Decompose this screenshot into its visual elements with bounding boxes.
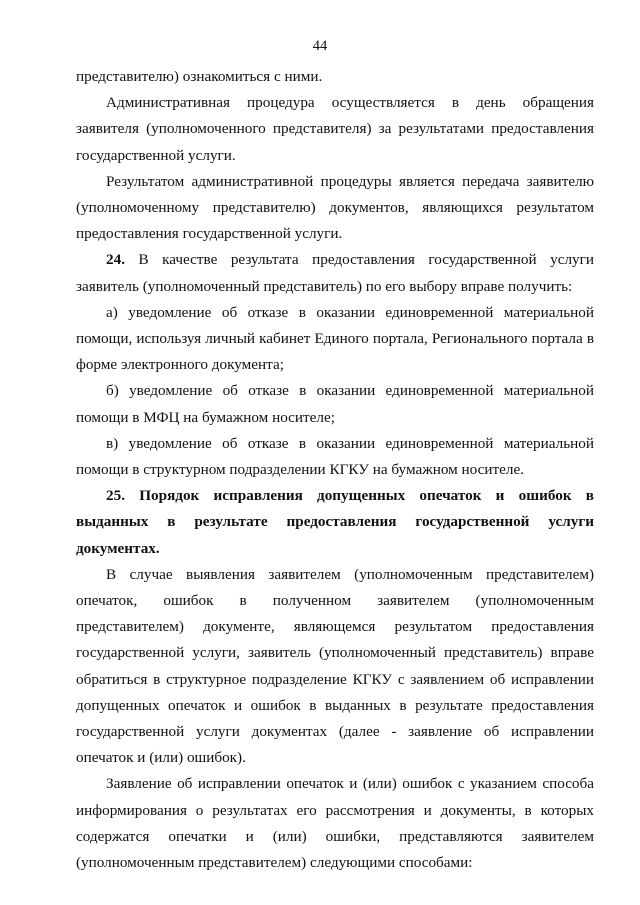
- list-item-v: в) уведомление об отказе в оказании единовременной материальной помощи в структурном подразделении КГКУ на бумажном носителе.: [76, 434, 594, 479]
- paragraph-24-text: В качестве результата предоставления государственной услуги заявитель (уполномоченный представитель) по его выбору вправе получить:: [76, 251, 595, 295]
- paragraph-procedure-result: Результатом административной процедуры является передача заявителю (уполномоченному представителю) документов, являющихся результатом предоставления государственной услуги.: [76, 172, 594, 243]
- document-body: [76, 64, 594, 876]
- paragraph-procedure-day: Административная процедура осуществляется в день обращения заявителя (уполномоченного представителя) за результатами предоставления государственной услуги.: [76, 94, 594, 164]
- list-item-a: а) уведомление об отказе в оказании единовременной материальной помощи, используя личный кабинет Единого портала, Регионального портала в форме электронного документа;: [76, 303, 594, 374]
- paragraph-errors-detected: В случае выявления заявителем (уполномоченным представителем) опечаток, ошибок в полученном заявителем (уполномоченным представителем) документе, являющемся результатом предоставления государственной услуги, заявитель (уполномоченный представитель) вправе обратиться в структурное подразделение КГКУ с заявлением об исправлении допущенных опечаток и ошибок в выданных в результате предоставления государственной услуги документах (далее - заявление об исправлении опечаток и (или) ошибок).: [76, 565, 594, 767]
- clause-number-24: 24.: [106, 251, 125, 269]
- section-heading-25: 25. Порядок исправления допущенных опечаток и ошибок в выданных в результате предоставления государственной услуги документах.: [76, 487, 594, 557]
- paragraph-application-methods: Заявление об исправлении опечаток и (или) ошибок с указанием способа информирования о результатах его рассмотрения и документы, в которых содержатся опечатки и (или) ошибки, представляются заявителем (уполномоченным представителем) следующими способами:: [76, 775, 594, 872]
- list-item-b: б) уведомление об отказе в оказании единовременной материальной помощи в МФЦ на бумажном носителе;: [76, 382, 594, 426]
- paragraph-24: [76, 247, 594, 299]
- page-number: 44: [312, 38, 328, 54]
- paragraph-continuation: представителю) ознакомиться с ними.: [76, 68, 323, 85]
